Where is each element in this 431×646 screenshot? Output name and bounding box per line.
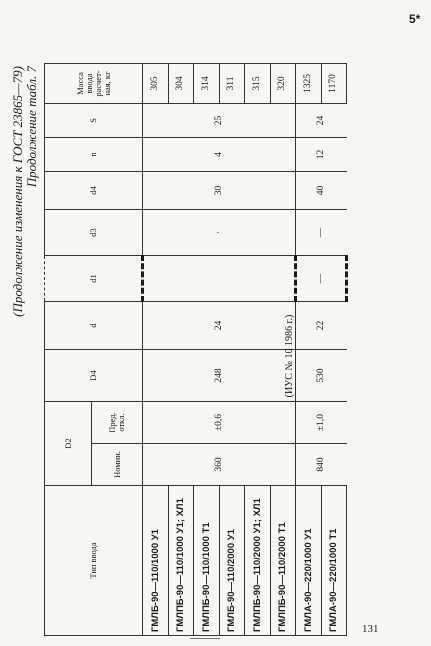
bottom-rule	[190, 638, 220, 639]
group2-D2-nominal: 840	[296, 444, 347, 486]
group1-D2-deviation: ±0,6	[143, 401, 296, 443]
row-type: ГМЛПБ-90—110/1000 У1; ХЛ1	[168, 486, 194, 636]
group1-D4: 248	[143, 349, 296, 401]
row-type: ГМЛПБ-90—110/2000 У1; ХЛ1	[245, 486, 271, 636]
footer-note: (ИУС № 10 1986 г.)	[284, 314, 295, 398]
group2-d1: —	[296, 255, 347, 301]
header-change-note: (Продолжение изменения к ГОСТ 23865—79)	[10, 66, 25, 317]
row-mass: 305	[143, 63, 169, 103]
row-mass: 311	[219, 63, 245, 103]
row-type: ГМЛБ-90—110/1000 У1	[143, 486, 169, 636]
group2-D4: 530	[296, 349, 347, 401]
header-table-continuation: Продолжение табл. 7	[24, 66, 39, 188]
row-mass: 315	[245, 63, 271, 103]
col-D2-nominal-header: Номин.	[92, 444, 143, 486]
rotated-page	[0, 50, 431, 646]
group1-d3: ·	[143, 209, 296, 255]
col-n-header: n	[45, 137, 143, 171]
group1-d: 24	[143, 301, 296, 349]
col-mass-header: Масса ввода расчет-ная, кг	[45, 63, 143, 103]
row-mass: 320	[270, 63, 296, 103]
row-type: ГМЛА-90—220/1000 Т1	[321, 486, 347, 636]
row-type: ГМЛПБ-90—110/2000 Т1	[270, 486, 296, 636]
group2-S: 24	[296, 103, 347, 137]
col-D2-deviation-header: Пред. откл.	[92, 401, 143, 443]
row-type: ГМЛА-90—220/1000 У1	[296, 486, 322, 636]
group1-S: 25	[143, 103, 296, 137]
group1-n: 4	[143, 137, 296, 171]
page-number: 131	[362, 623, 379, 635]
group1-D2-nominal: 360	[143, 444, 296, 486]
col-d-header: d	[45, 301, 143, 349]
group2-d3: —	[296, 209, 347, 255]
col-D4-header: D4	[45, 349, 143, 401]
parameters-table	[44, 63, 348, 636]
group2-d4: 40	[296, 171, 347, 209]
row-mass: 304	[168, 63, 194, 103]
group2-n: 12	[296, 137, 347, 171]
row-type: ГМЛБ-90—110/2000 У1	[219, 486, 245, 636]
group2-D2-deviation: ±1,0	[296, 401, 347, 443]
row-mass: 1170	[321, 63, 347, 103]
row-mass: 1325	[296, 63, 322, 103]
col-d1-header: d1	[45, 255, 143, 301]
col-d4-header: d4	[45, 171, 143, 209]
row-mass: 314	[194, 63, 220, 103]
group1-d1	[143, 255, 296, 301]
col-S-header: S	[45, 103, 143, 137]
col-type-header: Тип ввода	[45, 486, 143, 636]
col-d3-header: d3	[45, 209, 143, 255]
group1-d4: 30	[143, 171, 296, 209]
col-D2-header: D2	[45, 401, 92, 485]
group2-d: 22	[296, 301, 347, 349]
margin-mark: 5*	[409, 12, 421, 26]
row-type: ГМЛПБ-90—110/1000 Т1	[194, 486, 220, 636]
